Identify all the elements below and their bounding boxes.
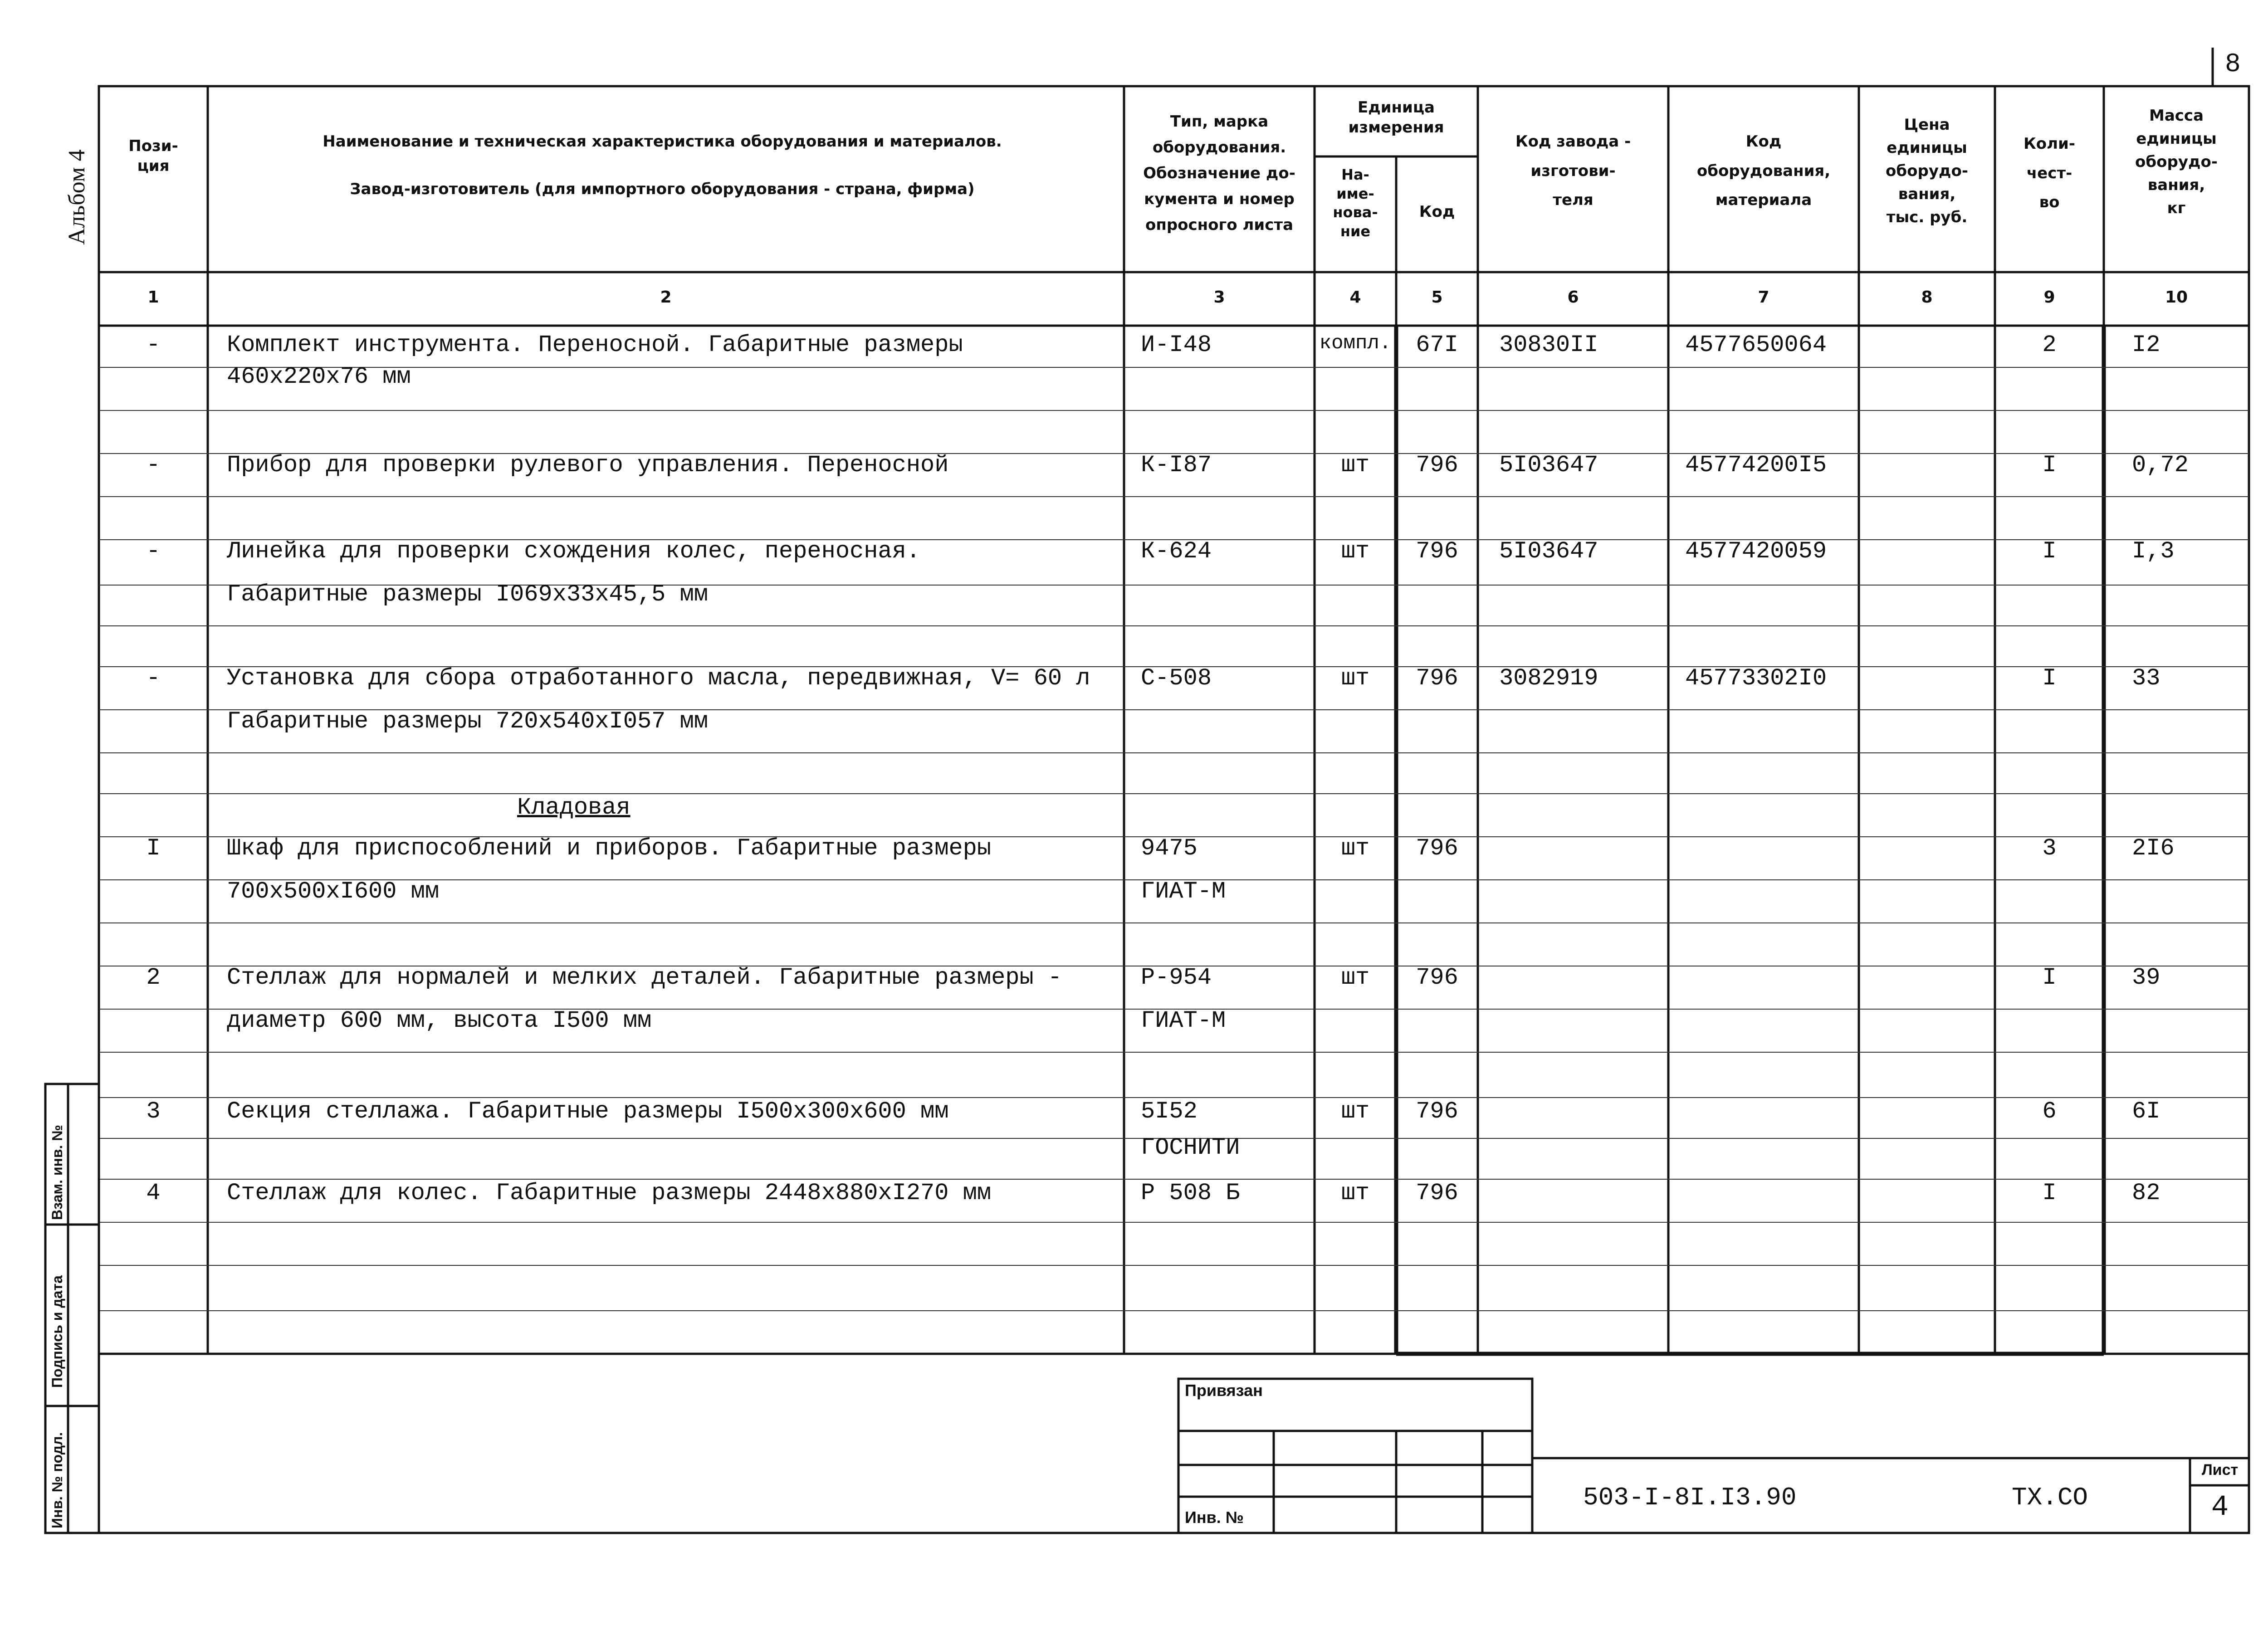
column-number: 9 <box>2043 288 2055 307</box>
header-unit-group: Единица измерения <box>1348 98 1444 137</box>
cell-qty: 3 <box>2042 835 2057 862</box>
cell-name: Габаритные размеры 720х540хI057 мм <box>227 708 708 735</box>
stamp-inv-original: Инв. № подл. <box>49 1432 65 1528</box>
cell-unit: шт <box>1341 1180 1370 1206</box>
header-equipment-code: Код оборудования, материала <box>1696 132 1831 210</box>
cell-qty: I <box>2042 452 2057 478</box>
header-unit-code: Код <box>1419 203 1455 221</box>
cell-type: ГИАТ-М <box>1141 878 1226 905</box>
cell-mass: I2 <box>2132 332 2160 358</box>
cell-unit: шт <box>1341 665 1370 692</box>
header-unit-name: На- име- нова- ние <box>1333 166 1378 240</box>
cell-pos: 4 <box>146 1180 161 1206</box>
cell-name: Кладовая <box>517 794 631 821</box>
cell-code: 796 <box>1416 1098 1458 1125</box>
cell-qty: I <box>2042 538 2057 565</box>
cell-pos: - <box>146 538 161 565</box>
cell-equip: 4577420059 <box>1685 538 1827 565</box>
cell-factory: 5I03647 <box>1499 538 1598 565</box>
cell-mass: 2I6 <box>2132 835 2175 862</box>
header-mass: Масса единицы оборудо- вания, кг <box>2135 107 2218 217</box>
cell-unit: шт <box>1341 1098 1370 1125</box>
column-number: 10 <box>2165 288 2188 307</box>
stamp-signature-date: Подпись и дата <box>49 1275 65 1388</box>
header-position: Пози- ция <box>128 137 178 176</box>
header-price: Цена единицы оборудо- вания, тыс. руб. <box>1886 116 1968 226</box>
header-name-line1: Наименование и техническая характеристика оборудования и материалов. <box>323 132 1002 151</box>
album-label: Альбом 4 <box>64 149 90 245</box>
cell-mass: 82 <box>2132 1180 2160 1206</box>
cell-mass: 33 <box>2132 665 2160 692</box>
cell-name: 460х220х76 мм <box>227 363 411 390</box>
cell-unit: компл. <box>1319 332 1392 355</box>
cell-mass: I,3 <box>2132 538 2175 565</box>
cell-code: 796 <box>1416 452 1458 478</box>
cell-type: С-508 <box>1141 665 1212 692</box>
cell-type: 9475 <box>1141 835 1198 862</box>
cell-type: К-624 <box>1141 538 1212 565</box>
cell-pos: 2 <box>146 964 161 991</box>
sheet-label: Лист <box>2201 1461 2239 1479</box>
cell-name: диаметр 600 мм, высота I500 мм <box>227 1007 652 1034</box>
column-number: 1 <box>147 288 159 307</box>
cell-code: 796 <box>1416 538 1458 565</box>
column-number: 7 <box>1758 288 1769 307</box>
cell-name: Секция стеллажа. Габаритные размеры I500х300х600 мм <box>227 1098 949 1125</box>
cell-unit: шт <box>1341 538 1370 565</box>
column-number: 6 <box>1567 288 1579 307</box>
cell-name: Прибор для проверки рулевого управления. Переносной <box>227 452 949 478</box>
header-quantity: Коли- чест- во <box>2024 135 2075 212</box>
cell-unit: шт <box>1341 452 1370 478</box>
cell-mass: 39 <box>2132 964 2160 991</box>
footer-privyazan: Привязан <box>1185 1381 1263 1400</box>
cell-equip: 45774200I5 <box>1685 452 1827 478</box>
cell-name: Установка для сбора отработанного масла, передвижная, V= 60 л <box>227 665 1090 692</box>
cell-name: 700х500хI600 мм <box>227 878 440 905</box>
cell-type: 5I52 <box>1141 1098 1198 1125</box>
cell-factory: 5I03647 <box>1499 452 1598 478</box>
column-number: 8 <box>1921 288 1933 307</box>
cell-code: 67I <box>1416 332 1458 358</box>
cell-mass: 6I <box>2132 1098 2160 1125</box>
column-number: 5 <box>1431 288 1443 307</box>
document-code: 503-I-8I.I3.90 <box>1583 1483 1797 1512</box>
stamp-vzam-inv: Взам. инв. № <box>49 1125 65 1220</box>
cell-name: Стеллаж для колес. Габаритные размеры 2448х880хI270 мм <box>227 1180 992 1206</box>
cell-mass: 0,72 <box>2132 452 2189 478</box>
cell-code: 796 <box>1416 1180 1458 1206</box>
cell-code: 796 <box>1416 964 1458 991</box>
cell-factory: 3082919 <box>1499 665 1598 692</box>
cell-qty: 2 <box>2042 332 2057 358</box>
cell-pos: - <box>146 332 161 358</box>
column-number: 3 <box>1213 288 1225 307</box>
cell-name: Шкаф для приспособлений и приборов. Габаритные размеры <box>227 835 992 862</box>
cell-pos: - <box>146 452 161 478</box>
cell-name: Габаритные размеры I069х33х45,5 мм <box>227 581 708 608</box>
cell-unit: шт <box>1341 964 1370 991</box>
footer-inv-no: Инв. № <box>1185 1508 1244 1527</box>
cell-qty: I <box>2042 964 2057 991</box>
cell-name: Комплект инструмента. Переносной. Габаритные размеры <box>227 332 963 358</box>
cell-type: ГОСНИТИ <box>1141 1134 1240 1161</box>
cell-name: Линейка для проверки схождения колес, переносная. <box>227 538 921 565</box>
cell-type: Р-954 <box>1141 964 1212 991</box>
cell-type: И-I48 <box>1141 332 1212 358</box>
cell-code: 796 <box>1416 835 1458 862</box>
column-number: 4 <box>1349 288 1361 307</box>
header-factory-code: Код завода - изготови- теля <box>1515 132 1631 210</box>
cell-pos: 3 <box>146 1098 161 1125</box>
cell-unit: шт <box>1341 835 1370 862</box>
page-number: 8 <box>2225 50 2241 79</box>
cell-pos: - <box>146 665 161 692</box>
header-name-line2: Завод-изготовитель (для импортного оборудования - страна, фирма) <box>350 180 975 198</box>
cell-factory: 30830II <box>1499 332 1598 358</box>
sheet-number: 4 <box>2211 1491 2229 1524</box>
cell-qty: I <box>2042 665 2057 692</box>
cell-qty: I <box>2042 1180 2057 1206</box>
cell-equip: 4577650064 <box>1685 332 1827 358</box>
cell-qty: 6 <box>2042 1098 2057 1125</box>
cell-type: К-I87 <box>1141 452 1212 478</box>
cell-type: Р 508 Б <box>1141 1180 1240 1206</box>
cell-type: ГИАТ-М <box>1141 1007 1226 1034</box>
cell-code: 796 <box>1416 665 1458 692</box>
column-number: 2 <box>660 288 672 307</box>
cell-equip: 45773302I0 <box>1685 665 1827 692</box>
header-type: Тип, марка оборудования. Обозначение до- кумента и номер опросного листа <box>1143 112 1295 234</box>
cell-pos: I <box>146 835 161 862</box>
cell-name: Стеллаж для нормалей и мелких деталей. Габаритные размеры - <box>227 964 1062 991</box>
document-mark: ТХ.СО <box>2012 1483 2088 1512</box>
